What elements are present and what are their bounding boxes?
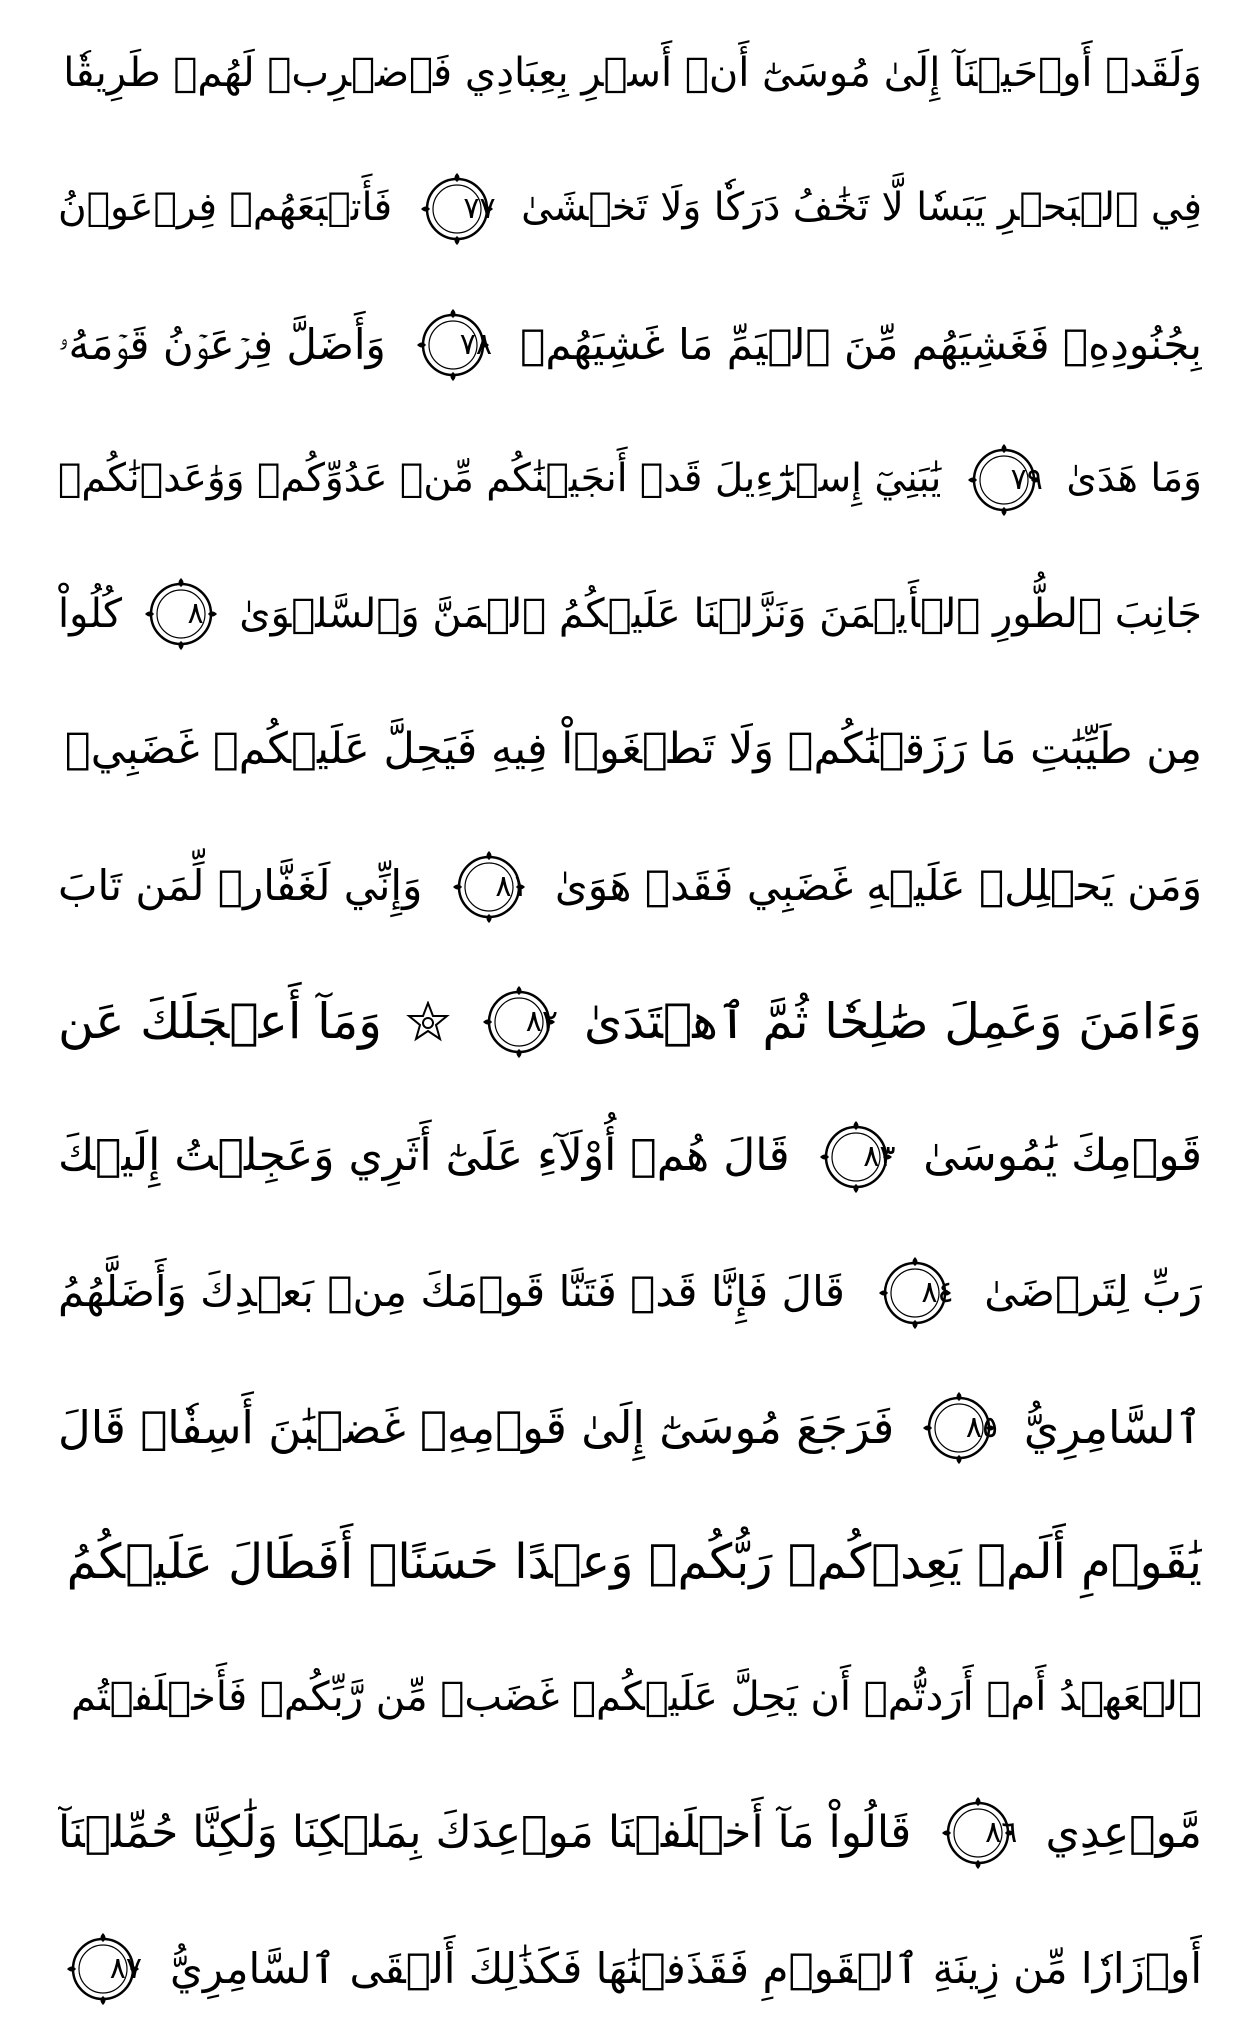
verse-text: فِي ٱلۡبَحۡرِ يَبَسٗا لَّا تَخَٰفُ دَرَكٗا وَلَا تَخۡشَىٰ	[521, 185, 1202, 231]
verse-text: مَّوۡعِدِي	[1045, 1807, 1202, 1859]
verse-line	[58, 1097, 1202, 1212]
verse-text: وَمَا هَدَىٰ	[1066, 456, 1202, 502]
ayah-number: ٨٦	[985, 1815, 1018, 1851]
verse-text: بِجُنُودِهِۦ فَغَشِيَهُم مِّنَ ٱلۡيَمِّ مَا غَشِيَهُمۡ	[520, 319, 1202, 369]
ayah-number: ٧٧	[463, 190, 496, 226]
verse-text: قَالُواْ مَآ أَخۡلَفۡنَا مَوۡعِدَكَ بِمَلۡكِنَا وَلَٰكِنَّا حُمِّلۡنَآ	[58, 1807, 912, 1859]
ayah-number: ٨٧	[109, 1951, 142, 1987]
verse-text: ٱلسَّامِرِيُّ	[1023, 1401, 1202, 1455]
ayah-end-marker	[414, 306, 492, 384]
ayah-number: ٨٢	[525, 1003, 558, 1039]
verse-text: وَلَقَدۡ أَوۡحَيۡنَآ إِلَىٰ مُوسَىٰٓ أَنۡ أَسۡرِ بِعِبَادِي فَٱضۡرِبۡ لَهُمۡ طَرِيقٗا	[63, 50, 1202, 96]
ayah-end-marker	[450, 848, 528, 926]
ayah-end-marker	[965, 441, 1043, 519]
verse-text: وَأَضَلَّ فِرۡعَوۡنُ قَوۡمَهُۥ	[58, 319, 386, 369]
verse-text: قَوۡمِكَ يَٰمُوسَىٰ	[923, 1130, 1202, 1182]
verse-text: وَمَن يَحۡلِلۡ عَلَيۡهِ غَضَبِي فَقَدۡ هَوَىٰ	[554, 861, 1202, 911]
verse-text: فَرَجَعَ مُوسَىٰٓ إِلَىٰ قَوۡمِهِۦ غَضۡبَٰنَ أَسِفٗاۚ قَالَ	[58, 1401, 895, 1455]
verse-text: أَوۡزَارٗا مِّن زِينَةِ ٱلۡقَوۡمِ فَقَذَفۡنَٰهَا فَكَذَٰلِكَ أَلۡقَى ٱلسَّامِرِيُّ	[169, 1944, 1202, 1994]
ayah-number: ٨١	[495, 868, 528, 904]
verse-text: وَءَامَنَ وَعَمِلَ صَٰلِحٗا ثُمَّ ٱهۡتَدَىٰ	[584, 992, 1202, 1050]
ayah-end-marker	[418, 170, 496, 248]
verse-text: ٱلۡعَهۡدُ أَمۡ أَرَدتُّمۡ أَن يَحِلَّ عَلَيۡكُمۡ غَضَبٞ مِّن رَّبِّكُمۡ فَأَخۡلَفۡتُم	[70, 1674, 1202, 1721]
ayah-end-marker	[64, 1930, 142, 2008]
ayah-number: ٨٠	[187, 596, 220, 632]
verse-text: يَٰبَنِيٓ إِسۡرَٰٓءِيلَ قَدۡ أَنجَيۡنَٰكُم مِّنۡ عَدُوِّكُمۡ وَوَٰعَدۡنَٰكُمۡ	[58, 456, 942, 502]
ayah-number: ٧٩	[1010, 461, 1043, 497]
ayah-end-marker	[876, 1254, 954, 1332]
verse-text: قَالَ فَإِنَّا قَدۡ فَتَنَّا قَوۡمَكَ مِنۢ بَعۡدِكَ وَأَضَلَّهُمُ	[58, 1267, 845, 1317]
ayah-number: ٨٤	[921, 1274, 954, 1310]
verse-text: مِن طَيِّبَٰتِ مَا رَزَقۡنَٰكُمۡ وَلَا تَطۡغَوۡاْ فِيهِ فَيَحِلَّ عَلَيۡكُمۡ غَضَبِيۖ	[64, 724, 1202, 775]
ayah-end-marker	[920, 1389, 998, 1467]
verse-line	[58, 14, 1202, 129]
verse-text: وَإِنِّي لَغَفَّارٞ لِّمَن تَابَ	[58, 861, 423, 911]
ayah-number: ٨٣	[863, 1138, 896, 1174]
verse-text: وَمَآ أَعۡجَلَكَ عَن	[58, 992, 382, 1050]
ayah-end-marker	[480, 983, 558, 1061]
verse-line	[58, 826, 1202, 941]
ayah-number: ٧٨	[459, 327, 492, 363]
verse-line	[58, 1638, 1202, 1753]
ayah-number: ٨٥	[965, 1410, 999, 1446]
verse-line	[58, 285, 1202, 400]
verse-line	[58, 691, 1202, 806]
verse-lines	[58, 14, 1202, 2024]
verse-line	[58, 149, 1202, 264]
ayah-end-marker	[817, 1118, 895, 1196]
verse-line	[58, 1232, 1202, 1347]
verse-line	[58, 1773, 1202, 1888]
verse-text: جَانِبَ ٱلطُّورِ ٱلۡأَيۡمَنَ وَنَزَّلۡنَا عَلَيۡكُمُ ٱلۡمَنَّ وَٱلسَّلۡوَىٰ	[239, 591, 1202, 638]
verse-text: قَالَ هُمۡ أُوْلَآءِ عَلَىٰٓ أَثَرِي وَعَجِلۡتُ إِلَيۡكَ	[58, 1130, 790, 1182]
verse-line	[58, 420, 1202, 535]
verse-line	[58, 1503, 1202, 1618]
verse-line	[58, 1909, 1202, 2024]
verse-line	[58, 555, 1202, 670]
verse-line	[58, 1367, 1202, 1482]
verse-text: كُلُواْ	[58, 591, 123, 638]
verse-text: رَبِّ لِتَرۡضَىٰ	[984, 1267, 1202, 1317]
verse-line	[58, 961, 1202, 1076]
verse-text: فَأَتۡبَعَهُمۡ فِرۡعَوۡنُ	[58, 185, 393, 231]
hizb-star-icon	[406, 1000, 450, 1044]
verse-text: يَٰقَوۡمِ أَلَمۡ يَعِدۡكُمۡ رَبُّكُمۡ وَعۡدًا حَسَنًاۚ أَفَطَالَ عَلَيۡكُمُ	[66, 1533, 1202, 1590]
ayah-end-marker	[142, 575, 220, 653]
ayah-end-marker	[939, 1794, 1017, 1872]
